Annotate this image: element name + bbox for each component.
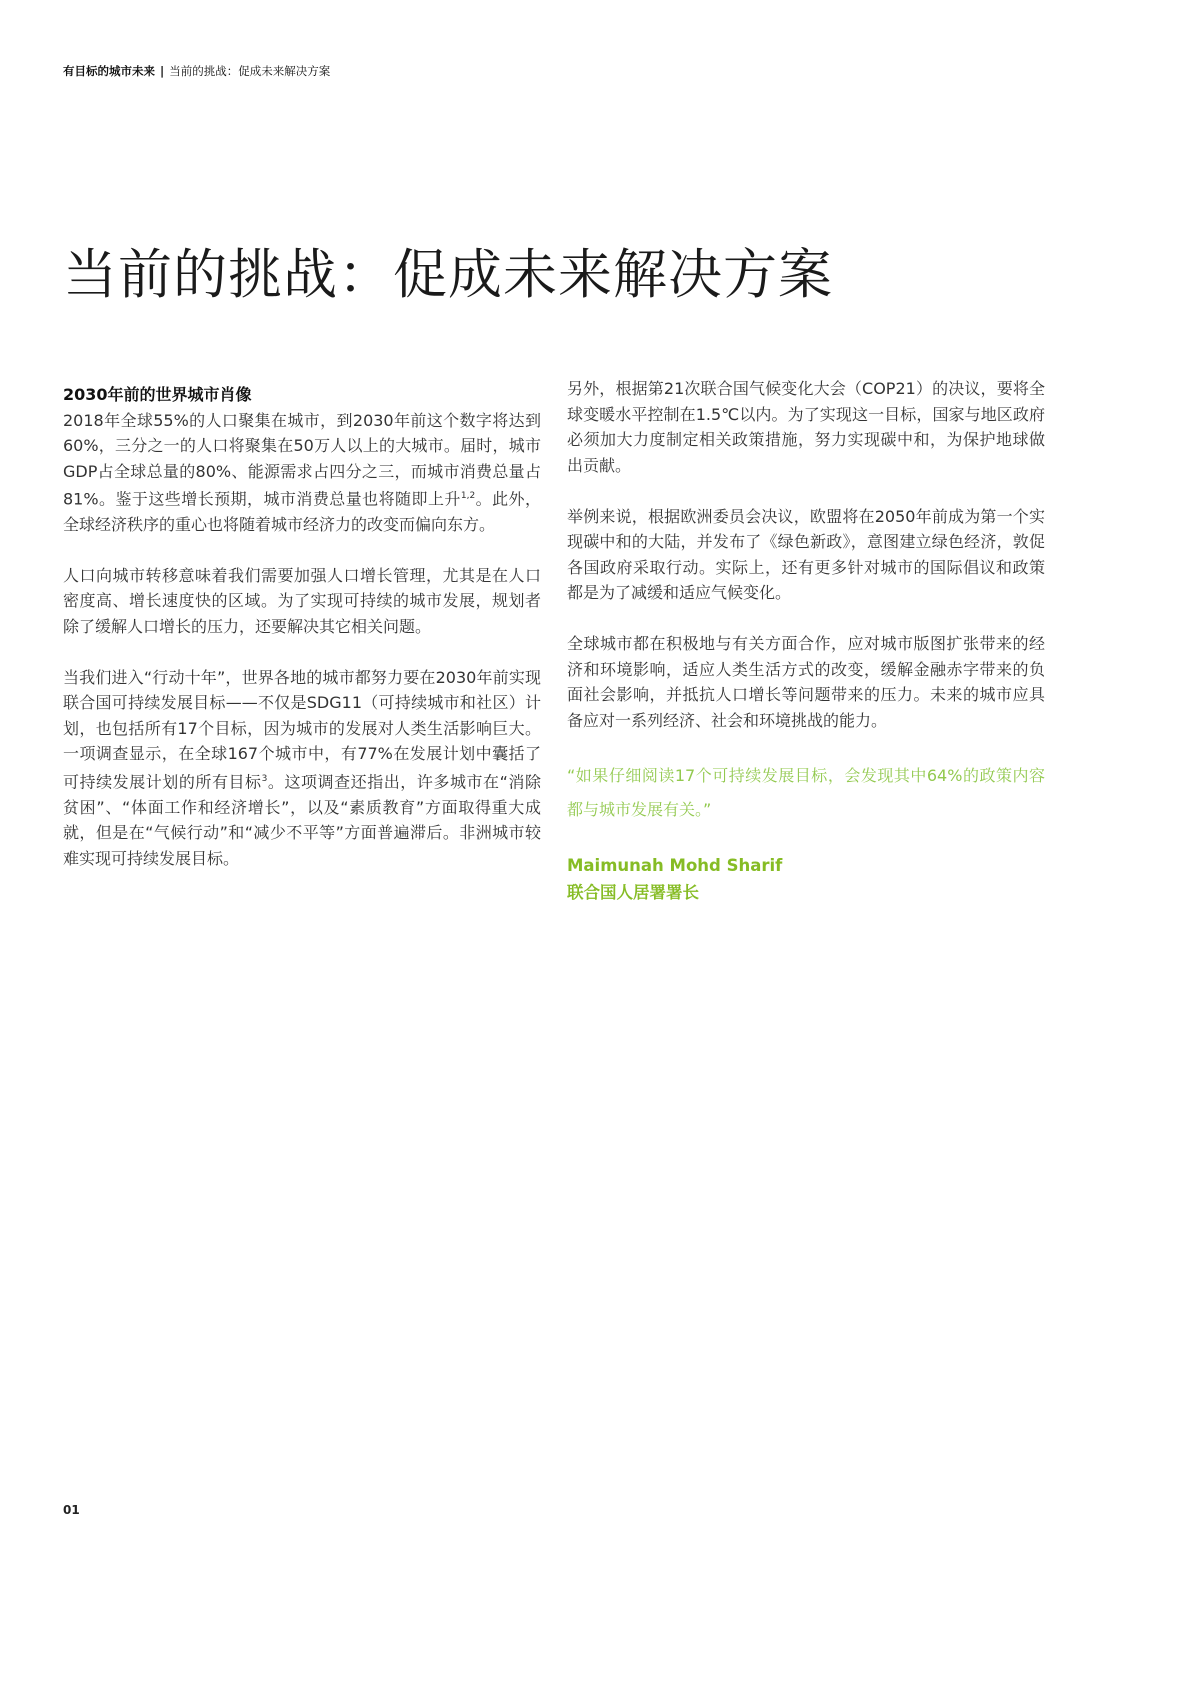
section-heading: 2030年前的世界城市肖像 [63, 385, 252, 404]
page-number: 01 [63, 1503, 80, 1517]
author-name: Maimunah Mohd Sharif [567, 856, 783, 875]
header-section: 有目标的城市未来 [63, 64, 155, 78]
paragraph: 人口向城市转移意味着我们需要加强人口增长管理，尤其是在人口密度高、增长速度快的区域。为了实现可持续的城市发展，规划者除了缓解人口增长的压力，还要解决其它相关问题。 [63, 565, 541, 636]
header-subsection: 当前的挑战：促成未来解决方案 [169, 64, 331, 78]
left-column [63, 382, 541, 897]
footnote-ref: 1,2 [460, 491, 476, 501]
page-title: 当前的挑战：促成未来解决方案 [63, 243, 833, 306]
paragraph-text: 当我们进入“行动十年”，世界各地的城市都努力要在2030年前实现联合国可持续发展目标——不仅是SDG11（可持续城市和社区）计划，也包括所有17个目标，因为城市的发展对人类生活影响巨大。一项调查显示，在全球167个城市中，有77%在发展计划中囊括了可持续发展计划的所有目标 [63, 667, 541, 792]
right-column [567, 376, 1045, 906]
paragraph [63, 665, 541, 871]
paragraph: 另外，根据第21次联合国气候变化大会（COP21）的决议，要将全球变暖水平控制在1.5℃以内。为了实现这一目标，国家与地区政府必须加大力度制定相关政策措施，努力实现碳中和，为保护地球做出贡献。 [567, 379, 1045, 475]
paragraph-text: 2018年全球55%的人口聚集在城市，到2030年前这个数字将达到60%，三分之一的人口将聚集在50万人以上的大城市。届时，城市GDP占全球总量的80%、能源需求占四分之三，而城市消费总量占81%。鉴于这些增长预期，城市消费总量也将随即上升 [63, 410, 541, 509]
paragraph-text: 。这项调查还指出，许多城市在“消除贫困”、“体面工作和经济增长”，以及“素质教育”方面取得重大成就，但是在“气候行动”和“减少不平等”方面普遍滞后。非洲城市较难实现可持续发展目标。 [63, 772, 541, 868]
pull-quote: “如果仔细阅读17个可持续发展目标，会发现其中64%的政策内容都与城市发展有关。” [567, 765, 1045, 819]
footnote-ref: 3 [261, 773, 268, 784]
paragraph: 全球城市都在积极地与有关方面合作，应对城市版图扩张带来的经济和环境影响，适应人类生活方式的改变，缓解金融赤字带来的负面社会影响，并抵抗人口增长等问题带来的压力。未来的城市应具备应对一系列经济、社会和环境挑战的能力。 [567, 634, 1045, 730]
paragraph [63, 408, 541, 538]
header-separator: | [160, 64, 165, 78]
author-title: 联合国人居署署长 [567, 883, 699, 902]
paragraph: 举例来说，根据欧洲委员会决议，欧盟将在2050年前成为第一个实现碳中和的大陆，并发布了《绿色新政》，意图建立绿色经济，敦促各国政府采取行动。实际上，还有更多针对城市的国际倡议和政策都是为了减缓和适应气候变化。 [567, 506, 1045, 602]
quote-attribution [567, 852, 1045, 906]
paragraph-text: 。此外，全球经济秩序的重心也将随着城市经济力的改变而偏向东方。 [63, 489, 541, 534]
running-header [63, 63, 330, 79]
